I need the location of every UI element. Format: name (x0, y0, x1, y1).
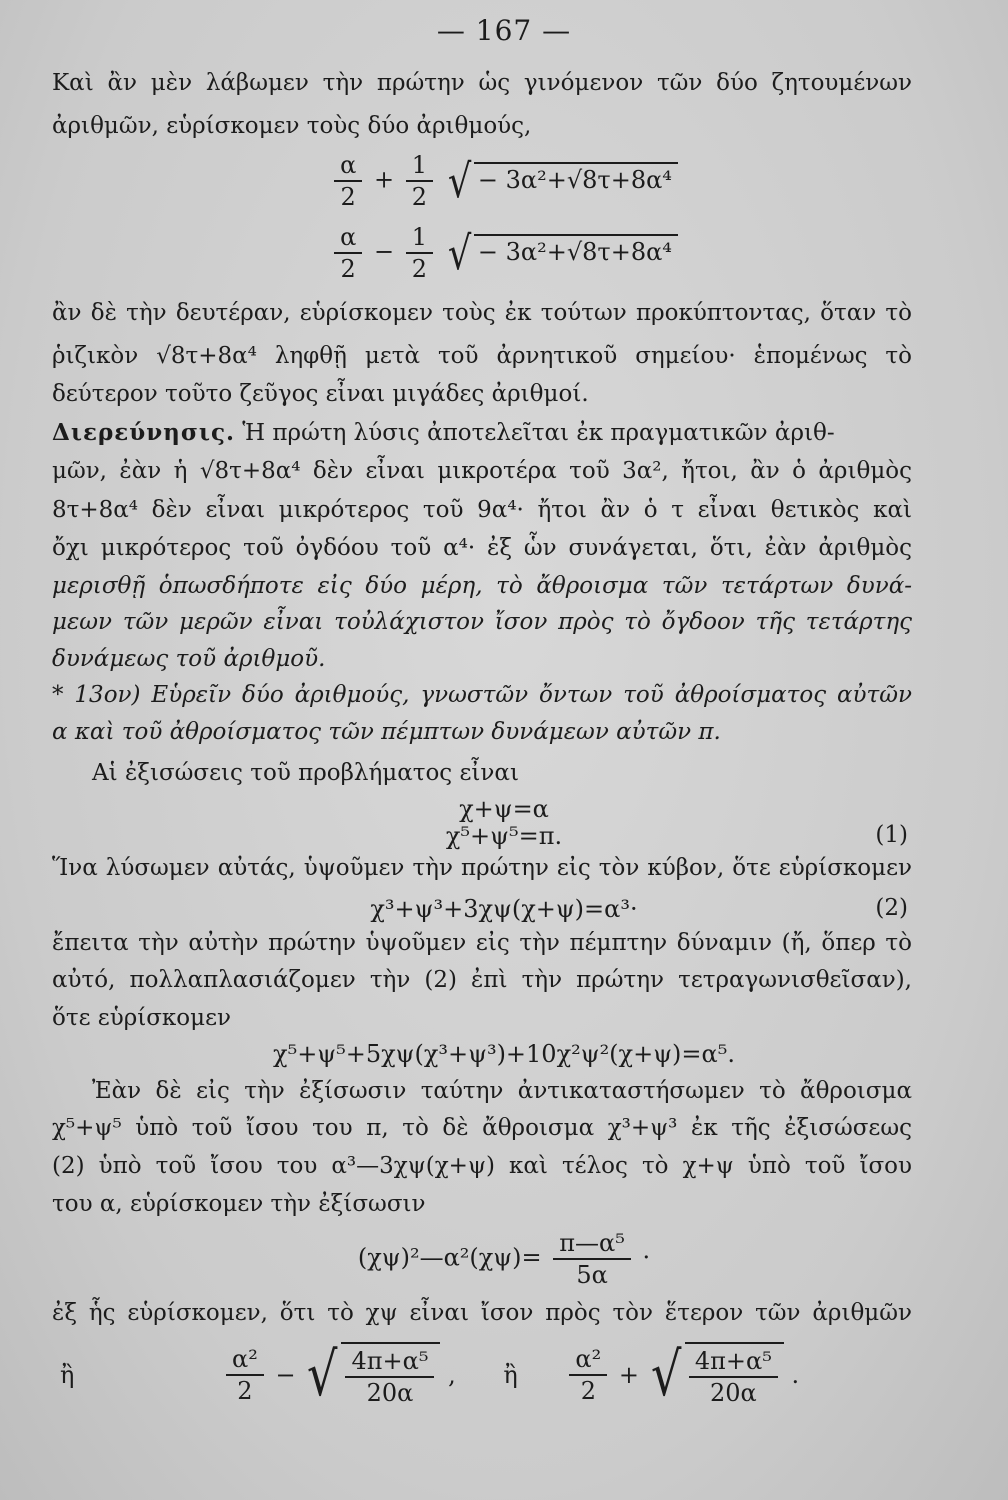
text-line: μῶν, ἐὰν ἡ √8τ+8α⁴ δὲν εἶναι μικροτέρα τοῦ 3α², ἤτοι, ἂν ὁ ἀριθμὸς (52, 458, 912, 484)
problem-statement: * 13ον) Εὑρεῖν δύο ἀριθμούς, γνωστῶν ὄντων τοῦ ἀθροίσματος αὐτῶν (52, 682, 912, 708)
text-line-italic: μεων τῶν μερῶν εἶναι τοὐλάχιστον ἴσον πρὸς τὸ ὄγδοον τῆς τετάρτης (52, 609, 912, 635)
text-line: ὅτε εὑρίσκομεν (52, 1005, 232, 1031)
equation-system-1: χ+ψ=α (459, 795, 549, 823)
text-line: αὐτό, πολλαπλασιάζομεν τὴν (2) ἐπὶ τὴν πρώτην τετραγωνισθεῖσαν), (52, 967, 912, 993)
text-line: (2) ὑπὸ τοῦ ἴσου του α³—3χψ(χ+ψ) καὶ τέλος τὸ χ+ψ ὑπὸ τοῦ ἴσου (52, 1153, 912, 1179)
text-line: δεύτερον τοῦτο ζεῦγος εἶναι μιγάδες ἀριθμοί. (52, 381, 589, 407)
text-line: Διερεύνησις. Ἡ πρώτη λύσις ἀποτελεῖται ἐκ πραγματικῶν ἀριθ- (52, 419, 835, 446)
fraction: $\frac{\text{π—α⁵}}{5\alpha}$ (553, 1228, 631, 1290)
equation-number: (2) (875, 895, 908, 921)
text-line: 8τ+8α⁴ δὲν εἶναι μικρότερος τοῦ 9α⁴· ἤτοι ἂν ὁ τ εἶναι θετικὸς καὶ (52, 497, 912, 523)
text-line: ῥιζικὸν √8τ+8α⁴ ληφθῇ μετὰ τοῦ ἀρνητικοῦ σημείου· ἑπομένως τὸ (52, 343, 912, 369)
equation-2: χ³+ψ³+3χψ(χ+ψ)=α³· (370, 895, 638, 923)
equation-system-2: χ⁵+ψ⁵=π. (445, 822, 563, 850)
problem-statement: α καὶ τοῦ ἀθροίσματος τῶν πέμπτων δυνάμεων αὐτῶν π. (52, 719, 721, 745)
text-line: χ⁵+ψ⁵ ὑπὸ τοῦ ἴσου του π, τὸ δὲ ἄθροισμα χ³+ψ³ ἐκ τῆς ἐξισώσεως (52, 1115, 912, 1141)
section-heading: Διερεύνησις. (52, 419, 235, 446)
square-root: √ − 3α²+√8τ+8α⁴ (445, 226, 678, 280)
equation-5: ἢ $\frac{\text{α²}}{2}$ − √ $\frac{\text{4π+α⁵}}{20\alpha}$ , ἢ $\frac{\text{α²}}{2}$ + √ $\frac{\text{4π+α⁵}}{20\alpha}$ . (60, 1340, 800, 1410)
text-line: του α, εὑρίσκομεν τὴν ἐξίσωσιν (52, 1191, 426, 1217)
text-line: ἀριθμῶν, εὑρίσκομεν τοὺς δύο ἀριθμούς, (52, 113, 532, 139)
text-line-italic: μερισθῇ ὁπωσδήποτε εἰς δύο μέρη, τὸ ἄθροισμα τῶν τετάρτων δυνά- (52, 573, 912, 599)
equation-4: (χψ)²—α²(χψ)= $\frac{\text{π—α⁵}}{5\alpha}$ · (357, 1229, 651, 1289)
fraction: $\frac{\text{α²}}{2}$ (569, 1344, 607, 1406)
fraction: $\frac{\text{α²}}{2}$ (226, 1344, 264, 1406)
text-line: ἔπειτα τὴν αὐτὴν πρώτην ὑψοῦμεν εἰς τὴν πέμπτην δύναμιν (ἤ, ὅπερ τὸ (52, 930, 912, 956)
fraction: $\frac{1}{2}$ (406, 150, 433, 212)
fraction: $\frac{\alpha}{2}$ (334, 222, 362, 284)
square-root: √ $\frac{\text{4π+α⁵}}{20\alpha}$ (303, 1340, 440, 1410)
text-line-italic: δυνάμεως τοῦ ἀριθμοῦ. (52, 646, 326, 672)
text-line: ἂν δὲ τὴν δευτέραν, εὑρίσκομεν τοὺς ἐκ τούτων προκύπτοντας, ὅταν τὸ (52, 300, 912, 326)
fraction: $\frac{\alpha}{2}$ (334, 150, 362, 212)
text-line: ἐξ ἧς εὑρίσκομεν, ὅτι τὸ χψ εἶναι ἴσον πρὸς τὸν ἕτερον τῶν ἀριθμῶν (52, 1300, 912, 1326)
fraction: $\frac{1}{2}$ (406, 222, 433, 284)
equation-roots-plus: $\frac{\alpha}{2}$ + $\frac{1}{2}$ √ − 3α²+√8τ+8α⁴ (0, 150, 1008, 212)
text-line: ὄχι μικρότερος τοῦ ὀγδόου τοῦ α⁴· ἐξ ὧν συνάγεται, ὅτι, ἐὰν ἀριθμὸς (52, 535, 912, 561)
text-line: Ἐὰν δὲ εἰς τὴν ἐξίσωσιν ταύτην ἀντικαταστήσωμεν τὸ ἄθροισμα (92, 1078, 912, 1104)
equation-3: χ⁵+ψ⁵+5χψ(χ³+ψ³)+10χ²ψ²(χ+ψ)=α⁵. (273, 1040, 735, 1068)
square-root: √ − 3α²+√8τ+8α⁴ (445, 154, 678, 208)
text-line: Καὶ ἂν μὲν λάβωμεν τὴν πρώτην ὡς γινόμενον τῶν δύο ζητουμένων (52, 70, 912, 96)
equation-number: (1) (875, 822, 908, 848)
square-root: √ $\frac{\text{4π+α⁵}}{20\alpha}$ (647, 1340, 784, 1410)
page-number: — 167 — (436, 14, 572, 47)
text-line: Αἱ ἐξισώσεις τοῦ προβλήματος εἶναι (92, 760, 519, 786)
equation-roots-minus: $\frac{\alpha}{2}$ − $\frac{1}{2}$ √ − 3α²+√8τ+8α⁴ (0, 222, 1008, 284)
text-line: Ἵνα λύσωμεν αὐτάς, ὑψοῦμεν τὴν πρώτην εἰς τὸν κύβον, ὅτε εὑρίσκομεν (52, 855, 912, 881)
